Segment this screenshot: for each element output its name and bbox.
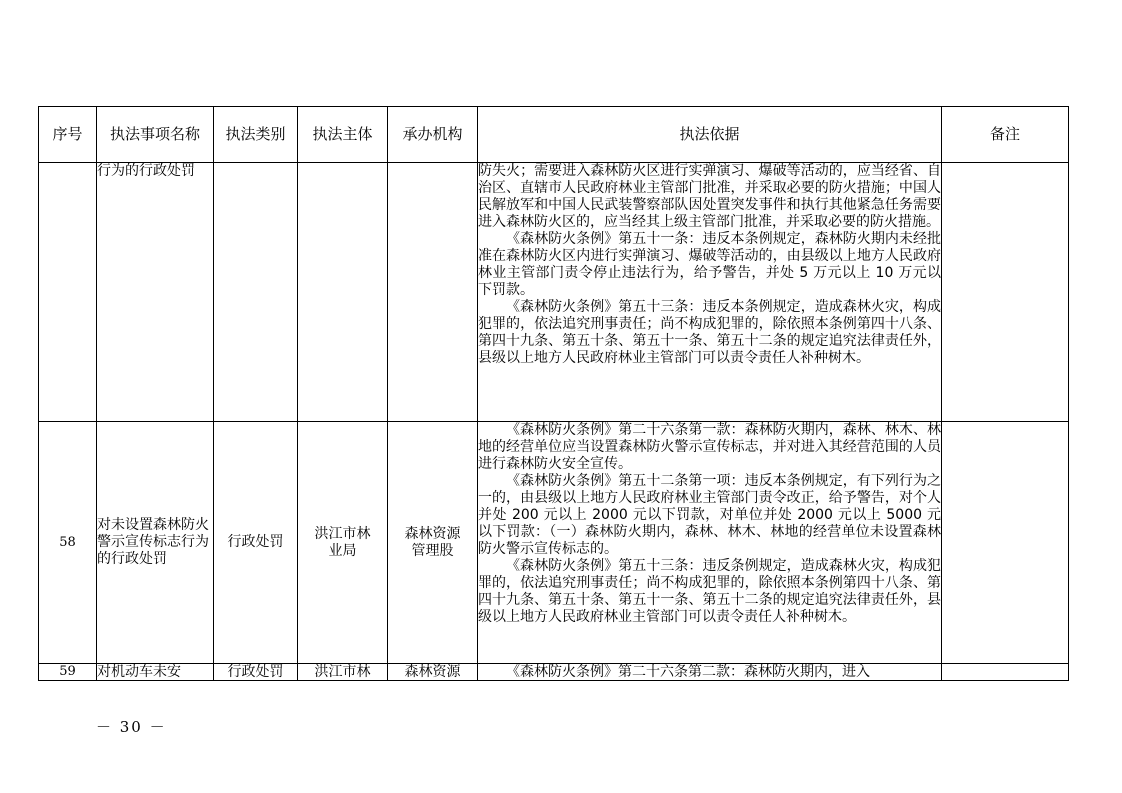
cell-agency <box>388 163 478 422</box>
table-row <box>39 422 1069 664</box>
basis-paragraph: 《森林防火条例》第五十一条：违反本条例规定，森林防火期内未经批准在森林防火区内进行实弹演习、爆破等活动的，由县级以上地方人民政府林业主管部门责令停止违法行为，给予警告，并处 5 万元以上 10 万元以下罚款。 <box>478 231 941 298</box>
cell-seq <box>39 163 97 422</box>
cell-remark <box>942 163 1069 422</box>
cell-category: 行政处罚 <box>214 422 298 664</box>
header-subject: 执法主体 <box>298 107 388 163</box>
cell-agency: 森林资源管理股 <box>388 422 478 664</box>
cell-category <box>214 163 298 422</box>
enforcement-table <box>38 106 1069 681</box>
cell-remark <box>942 422 1069 664</box>
basis-paragraph: 《森林防火条例》第二十六条第一款：森林防火期内，森林、林木、林地的经营单位应当设置森林防火警示宣传标志，并对进入其经营范围的人员进行森林防火安全宣传。 <box>478 422 941 472</box>
cell-name: 对未设置森林防火警示宣传标志行为的行政处罚 <box>97 422 214 664</box>
header-seq: 序号 <box>39 107 97 163</box>
header-remark: 备注 <box>942 107 1069 163</box>
cell-basis <box>478 664 942 681</box>
cell-seq: 59 <box>39 664 97 681</box>
cell-basis <box>478 163 942 422</box>
header-basis: 执法依据 <box>478 107 942 163</box>
header-agency: 承办机构 <box>388 107 478 163</box>
header-row <box>39 107 1069 163</box>
cell-name: 行为的行政处罚 <box>97 163 214 422</box>
basis-paragraph: 《森林防火条例》第五十三条：违反条例规定，造成森林火灾，构成犯罪的，依法追究刑事责任；尚不构成犯罪的，除依照本条例第四十八条、第四十九条、第五十条、第五十一条、第五十二条的规定追究法律责任外，县级以上地方人民政府林业主管部门可以责令责任人补种树木。 <box>478 558 941 625</box>
header-category: 执法类别 <box>214 107 298 163</box>
cell-basis <box>478 422 942 664</box>
cell-subject <box>298 163 388 422</box>
header-name: 执法事项名称 <box>97 107 214 163</box>
basis-paragraph: 《森林防火条例》第五十二条第一项：违反本条例规定，有下列行为之一的，由县级以上地方人民政府林业主管部门责令改正，给予警告，对个人并处 200 元以上 2000 元以下罚款，对单位并处 2000 元以上 5000 元以下罚款：（一）森林防火期内，森林、林木、林地的经营单位未设置森林防火警示宣传标志的。 <box>478 473 941 557</box>
cell-seq: 58 <box>39 422 97 664</box>
basis-paragraph: 《森林防火条例》第五十三条：违反本条例规定，造成森林火灾，构成犯罪的，依法追究刑事责任；尚不构成犯罪的，除依照本条例第四十八条、第四十九条、第五十条、第五十一条、第五十二条的规定追究法律责任外，县级以上地方人民政府林业主管部门可以责令责任人补种树木。 <box>478 299 941 366</box>
cell-subject: 洪江市林业局 <box>298 422 388 664</box>
cell-agency: 森林资源 <box>388 664 478 681</box>
basis-paragraph: 防失火；需要进入森林防火区进行实弹演习、爆破等活动的，应当经省、自治区、直辖市人民政府林业主管部门批准，并采取必要的防火措施；中国人民解放军和中国人民武装警察部队因处置突发事件和执行其他紧急任务需要进入森林防火区的，应当经其上级主管部门批准，并采取必要的防火措施。 <box>478 163 941 230</box>
table-row <box>39 163 1069 422</box>
cell-name: 对机动车未安 <box>97 664 214 681</box>
page-number: － 30 － <box>96 718 167 736</box>
table-row <box>39 664 1069 681</box>
basis-paragraph: 《森林防火条例》第二十六条第二款：森林防火期内，进入 <box>506 664 870 680</box>
cell-category: 行政处罚 <box>214 664 298 681</box>
cell-remark <box>942 664 1069 681</box>
cell-subject: 洪江市林 <box>298 664 388 681</box>
